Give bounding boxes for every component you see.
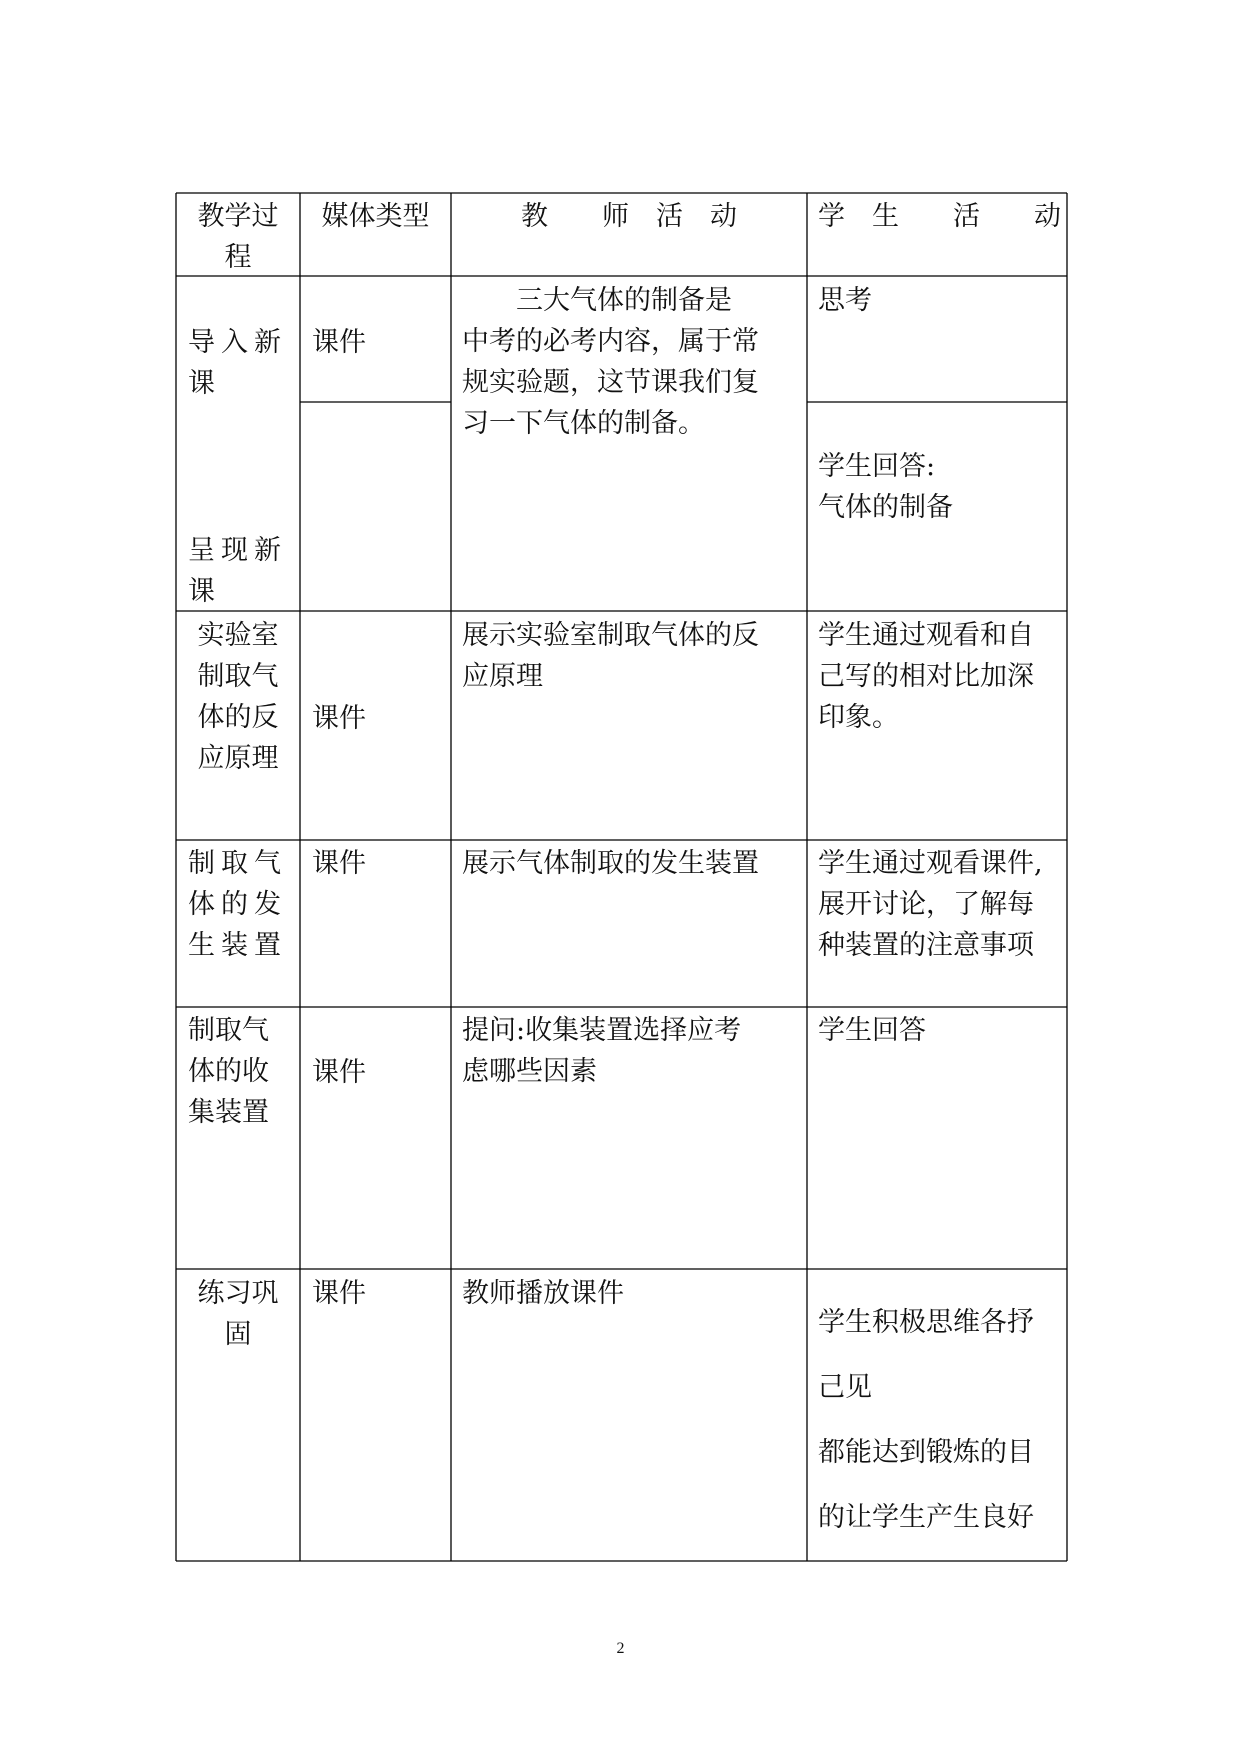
row-generator-media: 课件	[312, 848, 366, 879]
header-media: 媒体类型	[321, 201, 430, 232]
row-intro-media: 课件	[312, 327, 366, 358]
row-collector-media: 课件	[312, 1057, 366, 1088]
row-intro-teacher: 三大气体的制备是 中考的必考内容，属于常 规实验题，这节课我们复 习一下气体的制备。	[462, 285, 759, 439]
row-principle-process: 实验室 制取气 体的反 应原理	[197, 620, 279, 774]
row-generator-student: 学生通过观看课件, 展开讨论，了解每 种装置的注意事项	[818, 848, 1043, 961]
row-generator-process: 制取气 体的发 生装置	[188, 848, 287, 961]
row-generator-teacher: 展示气体制取的发生装置	[462, 848, 759, 879]
row-present-process: 呈现新 课	[188, 535, 287, 607]
row-collector-process: 制取气 体的收 集装置	[188, 1015, 269, 1128]
row-practice-media: 课件	[312, 1278, 366, 1309]
header-process: 教学过 程	[197, 201, 279, 273]
row-present-student: 学生回答: 气体的制备	[818, 451, 953, 523]
row-collector-teacher: 提问:收集装置选择应考 虑哪些因素	[462, 1015, 742, 1087]
row-practice-student: 学生积极思维各抒 己见 都能达到锻炼的目 的让学生产生良好	[818, 1307, 1034, 1533]
header-teacher: 教 师 活 动	[521, 201, 737, 232]
row-practice-teacher: 教师播放课件	[462, 1278, 624, 1309]
row-principle-student: 学生通过观看和自 己写的相对比加深 印象。	[818, 620, 1034, 733]
header-student: 学 生 活 动	[818, 201, 1061, 232]
row-intro-student: 思考	[818, 285, 872, 316]
page-number: 2	[616, 1640, 625, 1657]
row-principle-media: 课件	[312, 703, 366, 734]
row-intro-process: 导入新 课	[188, 327, 287, 399]
row-practice-process: 练习巩 固	[197, 1278, 279, 1350]
row-collector-student: 学生回答	[818, 1015, 926, 1046]
row-principle-teacher: 展示实验室制取气体的反 应原理	[462, 620, 759, 692]
